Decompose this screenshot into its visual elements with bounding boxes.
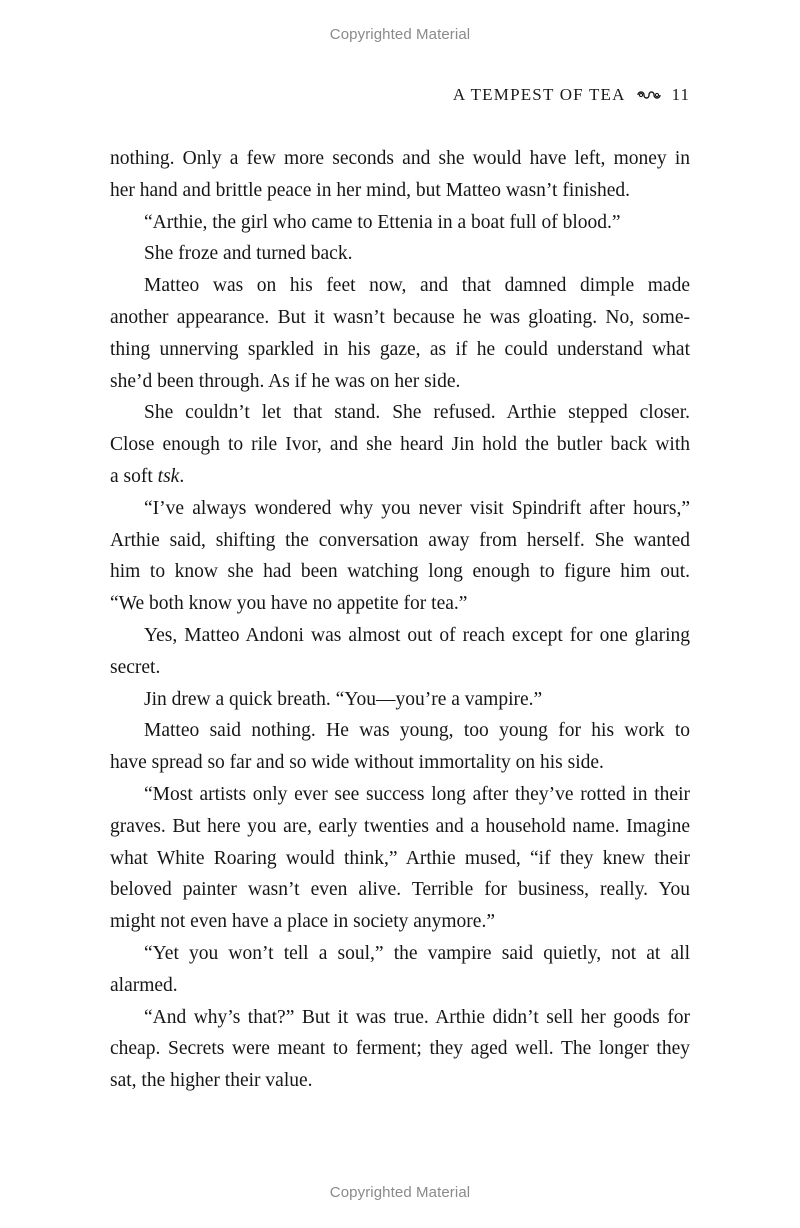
text-line: Matteo said nothing. He was young, too young for his work to xyxy=(144,720,690,742)
scroll-flourish-icon xyxy=(636,89,662,101)
text-line: him to know she had been watching long enough to figure him out. xyxy=(110,561,690,583)
text-line: She froze and turned back. xyxy=(144,243,353,265)
text-line: Yes, Matteo Andoni was almost out of reach except for one glaring xyxy=(144,624,690,646)
text-line: sat, the higher their value. xyxy=(110,1070,313,1092)
text-line: have spread so far and so wide without immortality on his side. xyxy=(110,752,604,774)
text-line: might not even have a place in society anymore.” xyxy=(110,911,495,933)
text-line: thing unnerving sparkled in his gaze, as if he could understand what xyxy=(110,338,690,360)
text-line: Matteo was on his feet now, and that damned dimple made xyxy=(144,275,690,297)
text-line: secret. xyxy=(110,656,161,678)
text-line: Arthie said, shifting the conversation away from herself. She wanted xyxy=(110,529,690,551)
book-title: A TEMPEST OF TEA xyxy=(452,85,626,104)
copyright-watermark-bottom: Copyrighted Material xyxy=(329,1184,471,1201)
text-line: nothing. Only a few more seconds and she would have left, money in xyxy=(110,148,690,169)
text-run: a soft xyxy=(110,465,158,487)
text-line: graves. But here you are, early twenties and a household name. Imagine xyxy=(110,815,690,837)
text-line: beloved painter wasn’t even alive. Terrible for business, really. You xyxy=(110,879,690,901)
text-line: “Most artists only ever see success long after they’ve rotted in their xyxy=(144,783,690,805)
text-line: “Arthie, the girl who came to Ettenia in a boat full of blood.” xyxy=(144,211,621,233)
text-line: alarmed. xyxy=(110,974,178,996)
text-line: Jin drew a quick breath. “You—you’re a vampire.” xyxy=(144,688,543,710)
text-line: another appearance. But it wasn’t because he was gloating. No, some- xyxy=(110,306,690,328)
text-line: she’d been through. As if he was on her side. xyxy=(110,370,461,392)
text-run: . xyxy=(179,465,185,487)
text-line: cheap. Secrets were meant to ferment; they aged well. The longer they xyxy=(110,1038,690,1060)
text-line: her hand and brittle peace in her mind, but Matteo wasn’t finished. xyxy=(110,179,631,201)
copyright-watermark-top: Copyrighted Material xyxy=(329,26,471,43)
page-number: 11 xyxy=(671,85,690,104)
text-line: what White Roaring would think,” Arthie mused, “if they knew their xyxy=(110,847,690,869)
text-line: “I’ve always wondered why you never visit Spindrift after hours,” xyxy=(144,497,690,519)
italic-word: tsk xyxy=(157,465,180,487)
body-text xyxy=(110,143,690,1097)
text-line: “And why’s that?” But it was true. Arthie didn’t sell her goods for xyxy=(144,1006,690,1028)
running-head xyxy=(453,83,690,107)
text-line: She couldn’t let that stand. She refused. Arthie stepped closer. xyxy=(144,402,690,424)
text-line: Close enough to rile Ivor, and she heard Jin hold the butler back with xyxy=(110,434,690,456)
text-line: “We both know you have no appetite for tea.” xyxy=(110,593,468,615)
text-line: “Yet you won’t tell a soul,” the vampire said quietly, not at all xyxy=(144,942,690,964)
text-line xyxy=(110,461,690,493)
